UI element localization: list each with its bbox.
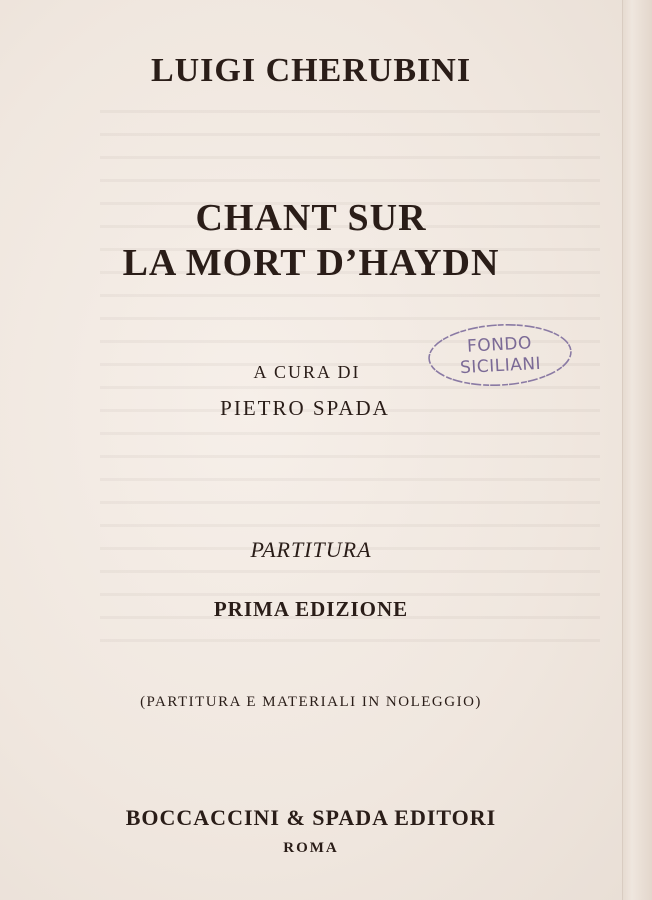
work-title-line-1: CHANT SUR bbox=[195, 197, 427, 239]
format-label: PARTITURA bbox=[250, 537, 372, 562]
publisher-name: BOCCACCINI & SPADA EDITORI bbox=[125, 805, 497, 830]
page-edge bbox=[622, 0, 652, 900]
stamp-line-2: SICILIANI bbox=[459, 353, 542, 379]
editor-label: A CURA DI bbox=[253, 362, 361, 382]
stamp-line-1: FONDO bbox=[466, 333, 533, 357]
work-title-line-2: LA MORT D’HAYDN bbox=[122, 242, 500, 284]
publisher-city: ROMA bbox=[283, 840, 339, 856]
editor-name: PIETRO SPADA bbox=[220, 396, 390, 420]
library-stamp bbox=[425, 319, 574, 391]
author-name: LUIGI CHERUBINI bbox=[150, 52, 472, 89]
rental-note: (PARTITURA E MATERIALI IN NOLEGGIO) bbox=[140, 694, 482, 710]
edition-label: PRIMA EDIZIONE bbox=[213, 597, 409, 621]
